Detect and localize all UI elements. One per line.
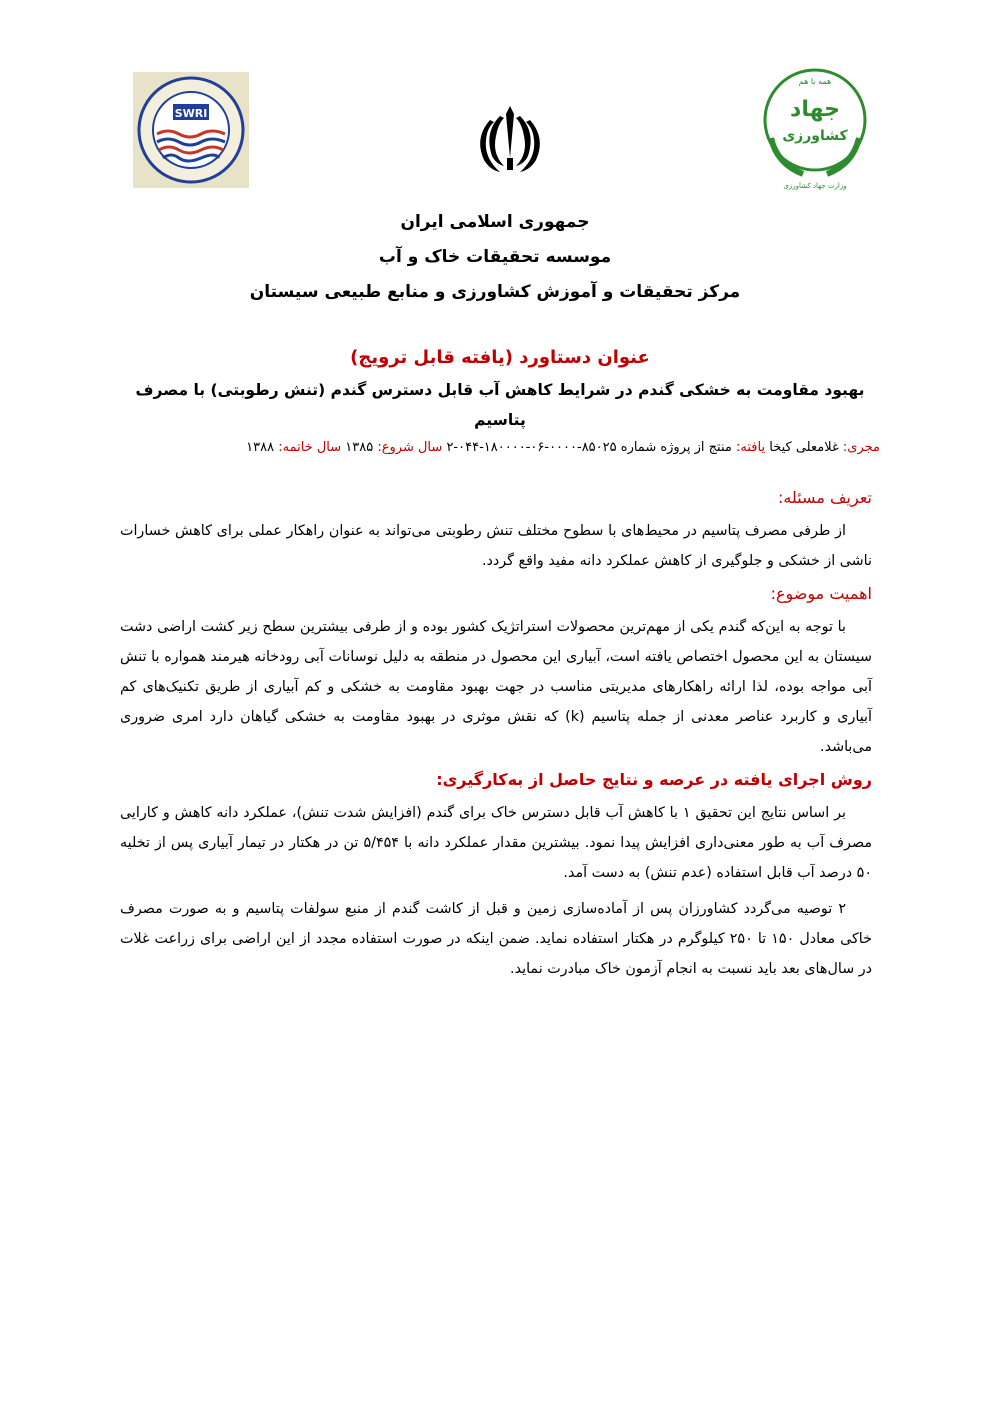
- iran-emblem-icon: [470, 98, 550, 178]
- jihad-logo-bottom-text: وزارت جهاد کشاورزی: [783, 182, 847, 190]
- jihad-keshavarzi-logo: [755, 60, 873, 192]
- jihad-logo-main-text: جهاد: [790, 97, 840, 122]
- document-body: [120, 480, 872, 984]
- jihad-logo-sub-text: کشاورزی: [782, 128, 848, 144]
- start-year: ۱۳۸۵: [345, 440, 374, 455]
- start-year-label: سال شروع:: [377, 440, 443, 455]
- header-institute: موسسه تحقیقات خاک و آب: [378, 247, 612, 267]
- executor-label: مجری:: [842, 440, 880, 455]
- header-center: مرکز تحقیقات و آموزش کشاورزی و منابع طبیعی سیستان: [249, 282, 741, 302]
- problem-heading: تعریف مسئله:: [777, 488, 872, 507]
- institution-header: [100, 205, 890, 310]
- finding-label: یافته:: [736, 440, 766, 455]
- swri-logo-text: SWRI: [174, 107, 208, 120]
- achievement-title-block: [120, 343, 880, 461]
- importance-paragraph: با توجه به این‌که گندم یکی از مهم‌ترین محصولات استراتژیک کشور بوده و از طرفی بیشترین سطح زیر کشت اراضی دشت سیستان به این محصول اختصاص یافته است، آبیاری این محصول در منطقه به دلیل نوسانات آبی رودخانه هیرمند همواره با تنش آبی مواجه بوده، لذا ارائه راهکارهای مدیریتی مناسب در جهت بهبود مقاومت به خشکی و کم آبیاری از طریق تکنیک‌های کم آبیاری و کاربرد عناصر معدنی از جمله پتاسیم (k) که نقش موثری در بهبود مقاومت به خشکی گیاهان دارد امری ضروری می‌باشد.: [120, 619, 872, 755]
- header-country: جمهوری اسلامی ایران: [400, 212, 590, 232]
- achievement-title: بهبود مقاومت به خشکی گندم در شرایط کاهش آب قابل دسترس گندم (تنش رطوبتی) با مصرف پتاسیم: [135, 381, 865, 429]
- importance-heading: اهمیت موضوع:: [770, 584, 872, 603]
- problem-paragraph: از طرفی مصرف پتاسیم در محیط‌های با سطوح مختلف تنش رطوبتی می‌تواند به عنوان راهکار عملی برای کاهش خسارات ناشی از خشکی و جلوگیری از کاهش عملکرد دانه مفید واقع گردد.: [120, 523, 872, 569]
- end-year: ۱۳۸۸: [246, 440, 275, 455]
- jihad-logo-top-text: همه با هم: [798, 77, 832, 86]
- swri-logo: [133, 72, 249, 188]
- executor-name: غلامعلی کیخا: [769, 440, 839, 455]
- achievement-label: عنوان دستاورد (یافته قابل ترویج): [350, 347, 650, 368]
- logo-bar: [0, 60, 992, 200]
- method-paragraph-2: ۲ توصیه می‌گردد کشاورزان پس از آماده‌سازی زمین و قبل از کاشت گندم از منبع سولفات پتاسیم و به صورت مصرف خاکی معادل ۱۵۰ تا ۲۵۰ کیلوگرم در هکتار استفاده نماید. ضمن اینکه در صورت استفاده مجدد از این اراضی برای زراعت غلات در سال‌های بعد باید نسبت به انجام آزمون خاک مبادرت نماید.: [120, 901, 872, 977]
- method-heading: روش اجرای یافته در عرصه و نتایج حاصل از به‌کارگیری:: [436, 770, 872, 789]
- finding-project: منتج از پروژه شماره ۸۵۰۲۵-۰۰۰۰-۰۶-۱۸۰۰۰۰-۰۴۴-۲: [446, 440, 732, 455]
- end-year-label: سال خاتمه:: [278, 440, 342, 455]
- project-meta: [120, 435, 880, 461]
- method-paragraph-1: بر اساس نتایج این تحقیق ۱ با کاهش آب قابل دسترس خاک برای گندم (افزایش شدت تنش)، عملکرد دانه کاهش و کارایی مصرف آب به طور معنی‌داری افزایش پیدا نمود. بیشترین مقدار عملکرد دانه با ۵/۴۵۴ تن در هکتار در تیمار آبیاری پس از تخلیه ۵۰ درصد آب قابل استفاده (عدم تنش) به دست آمد.: [120, 805, 873, 881]
